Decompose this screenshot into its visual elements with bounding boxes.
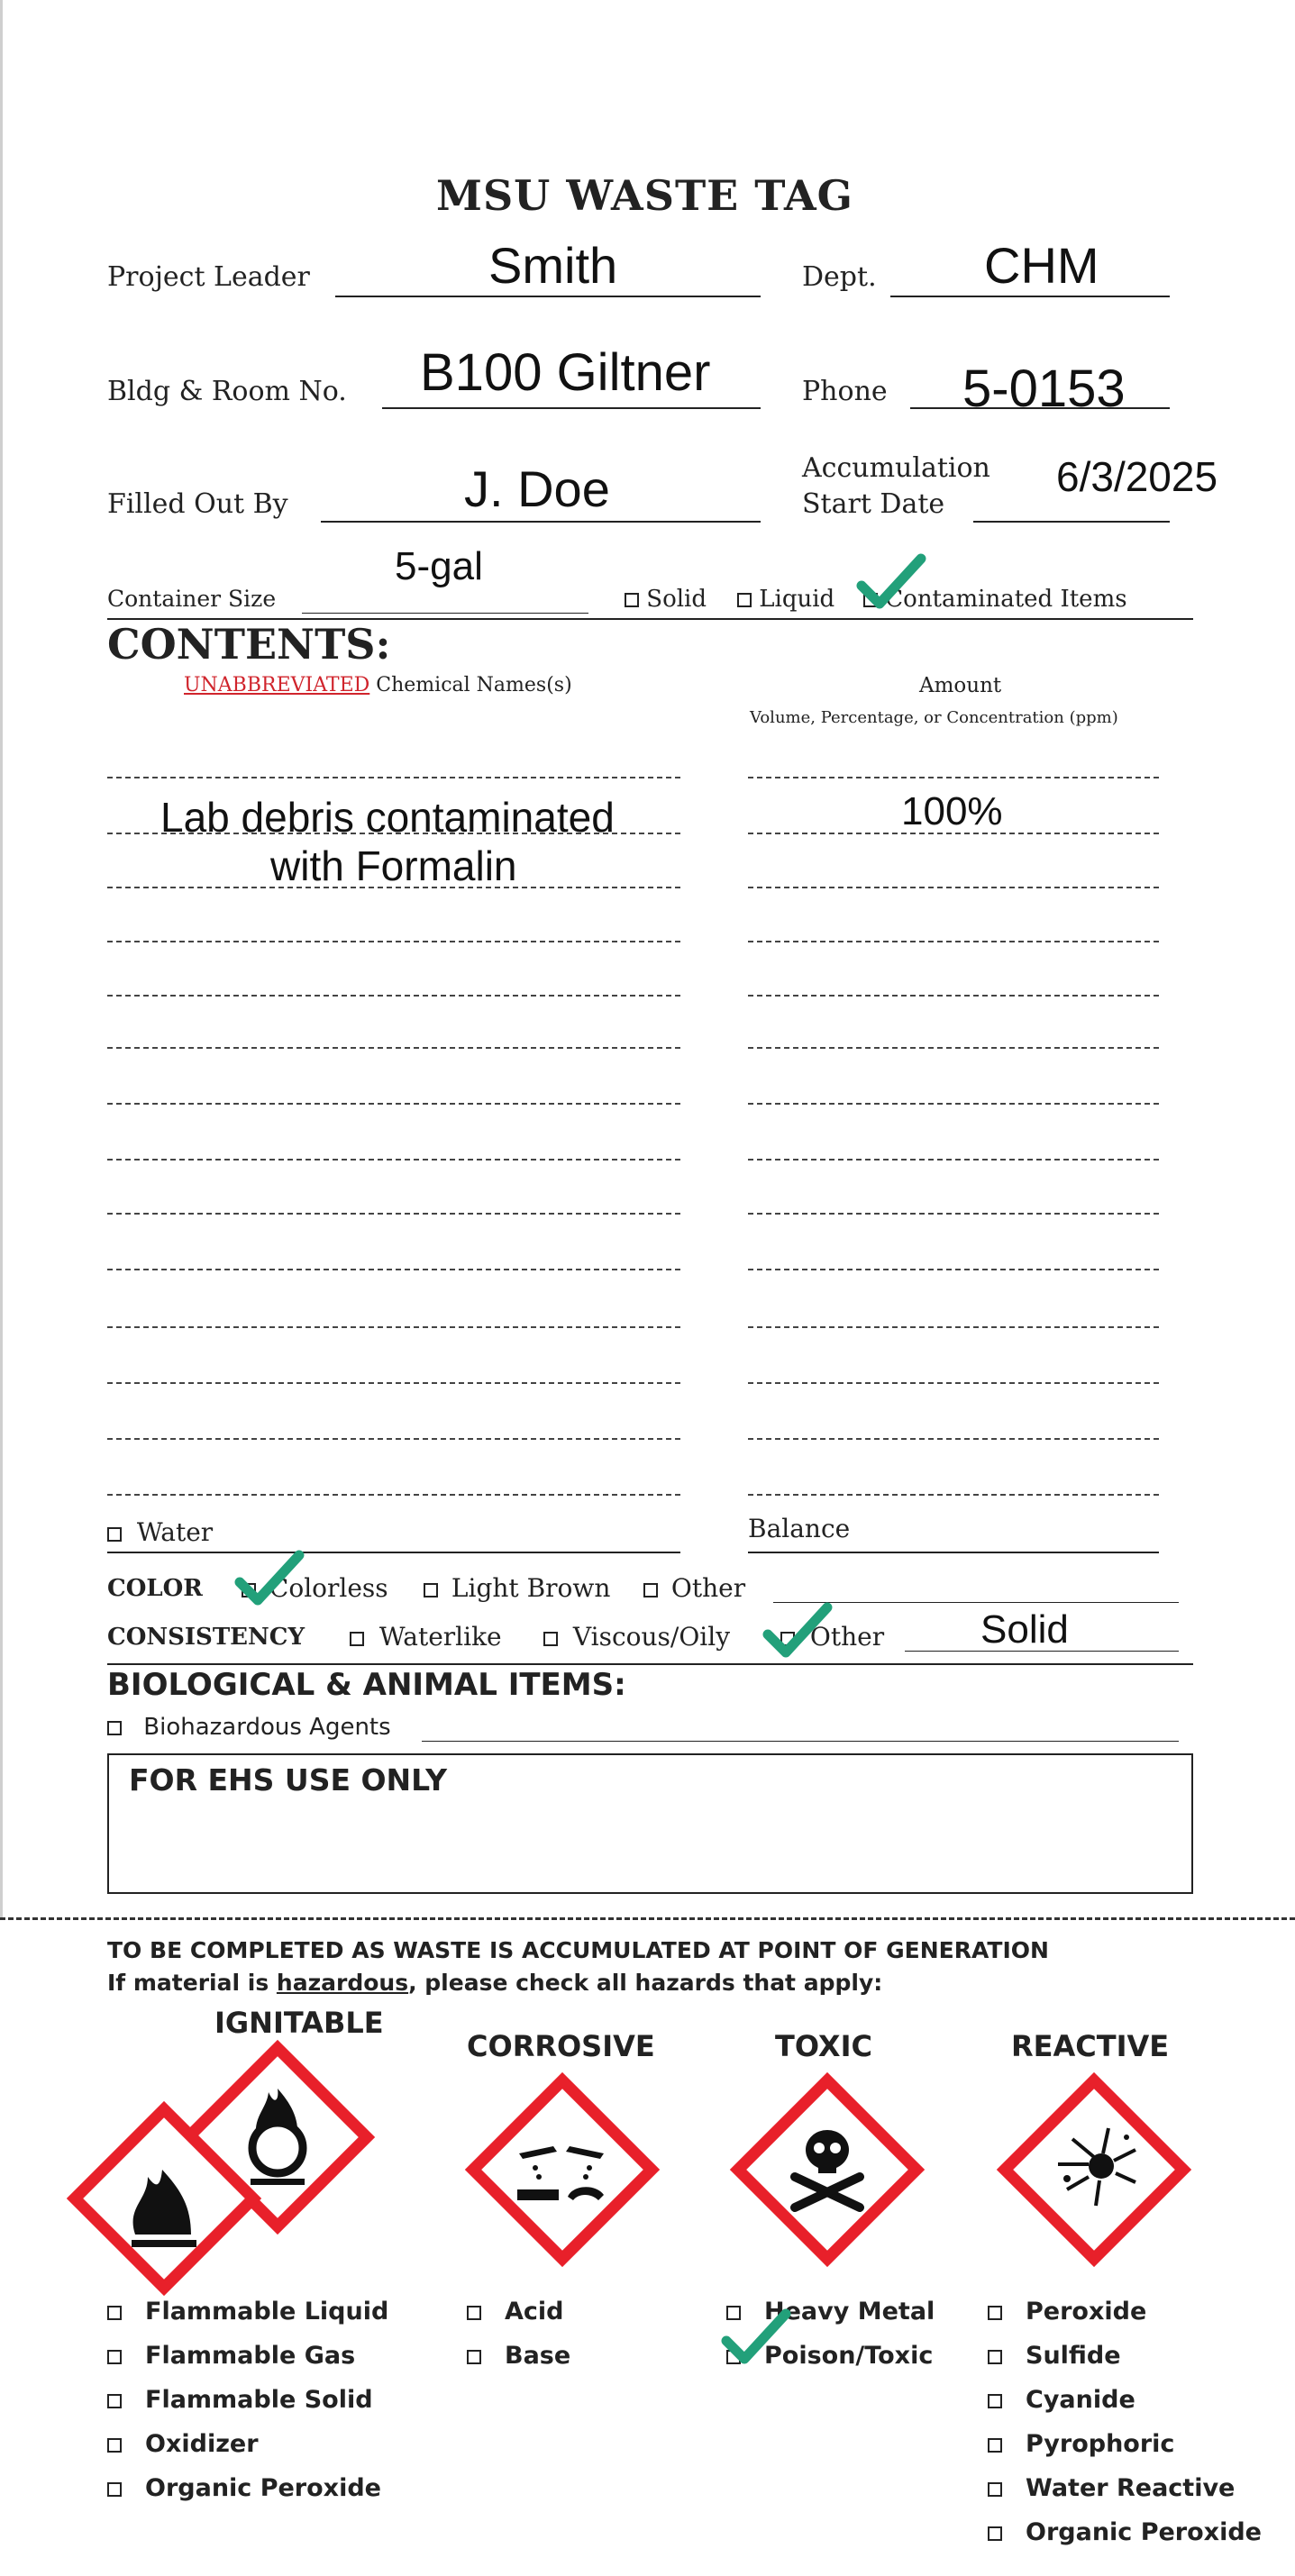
ignitable-option[interactable] bbox=[107, 2298, 388, 2326]
ignitable-option-label: Flammable Solid bbox=[145, 2386, 373, 2414]
chemical-entry-line-2[interactable]: with Formalin bbox=[270, 842, 517, 889]
chemical-name-line[interactable] bbox=[107, 1494, 680, 1496]
waterlike-checkbox[interactable] bbox=[350, 1632, 364, 1646]
flame-pictogram bbox=[65, 2099, 263, 2298]
page-edge-rule bbox=[0, 0, 3, 1919]
hazard-instruction-1: TO BE COMPLETED AS WASTE IS ACCUMULATED AT POINT OF GENERATION bbox=[107, 1937, 1049, 1963]
unabbreviated-emphasis: UNABBREVIATED bbox=[184, 674, 370, 696]
ignitable-option[interactable] bbox=[107, 2342, 355, 2370]
container-size-label: Container Size bbox=[107, 586, 277, 612]
solid-checkbox[interactable] bbox=[625, 593, 639, 607]
ignitable-option-label: Flammable Liquid bbox=[145, 2298, 389, 2326]
start-date-label: Start Date bbox=[802, 488, 945, 520]
chemical-names-label bbox=[184, 674, 572, 696]
amount-line[interactable] bbox=[748, 1047, 1159, 1049]
reactive-option[interactable] bbox=[988, 2430, 1174, 2458]
amount-line[interactable] bbox=[748, 1269, 1159, 1270]
chemical-name-line[interactable] bbox=[107, 1438, 680, 1440]
ignitable-option-label: Organic Peroxide bbox=[145, 2474, 381, 2502]
contents-heading: CONTENTS: bbox=[107, 620, 391, 669]
bldg-room-label: Bldg & Room No. bbox=[107, 376, 347, 407]
reactive-checkbox[interactable] bbox=[988, 2350, 1002, 2364]
amount-label: Amount bbox=[919, 674, 1002, 697]
color-label: COLOR bbox=[107, 1575, 203, 1602]
accumulation-start-date-value[interactable]: 6/3/2025 bbox=[1056, 453, 1218, 500]
toxic-title: TOXIC bbox=[775, 2029, 872, 2063]
bldg-room-value[interactable]: B100 Giltner bbox=[420, 343, 711, 402]
viscous-checkbox[interactable] bbox=[543, 1632, 558, 1646]
filled-out-by-underline bbox=[321, 521, 761, 523]
chemical-names-text: Chemical Names(s) bbox=[376, 674, 572, 696]
toxic-option-label: Heavy Metal bbox=[764, 2298, 935, 2326]
ignitable-title: IGNITABLE bbox=[214, 2006, 384, 2040]
ignitable-option-label: Oxidizer bbox=[145, 2430, 259, 2458]
reactive-option-label: Organic Peroxide bbox=[1026, 2518, 1262, 2546]
project-leader-value[interactable]: Smith bbox=[488, 237, 618, 294]
container-size-underline bbox=[302, 613, 588, 614]
balance-label: Balance bbox=[748, 1514, 851, 1543]
ignitable-checkbox[interactable] bbox=[107, 2482, 122, 2497]
water-option[interactable] bbox=[107, 1517, 213, 1547]
dept-underline bbox=[890, 296, 1170, 297]
water-checkbox[interactable] bbox=[107, 1527, 122, 1542]
filled-out-by-value[interactable]: J. Doe bbox=[464, 460, 610, 517]
water-underline bbox=[107, 1552, 680, 1553]
corrosion-pictogram bbox=[463, 2071, 661, 2269]
amount-line[interactable] bbox=[748, 777, 1159, 778]
hazard-instruction-2-post: , please check all hazards that apply: bbox=[408, 1970, 883, 1996]
hazard-instruction-2-pre: If material is bbox=[107, 1970, 277, 1996]
checkmark-icon bbox=[856, 551, 928, 614]
reactive-option[interactable] bbox=[988, 2298, 1146, 2326]
balance-underline bbox=[748, 1552, 1159, 1553]
chemical-name-line[interactable] bbox=[107, 1326, 680, 1328]
water-label: Water bbox=[136, 1517, 214, 1547]
amount-line[interactable] bbox=[748, 1494, 1159, 1496]
consistency-other-label: Other bbox=[809, 1622, 885, 1652]
biohazardous-agents-option[interactable] bbox=[107, 1714, 391, 1741]
amount-line[interactable] bbox=[748, 1159, 1159, 1161]
checkmark-icon bbox=[762, 1600, 834, 1663]
chemical-name-line[interactable] bbox=[107, 777, 680, 778]
amount-line[interactable] bbox=[748, 1382, 1159, 1384]
amount-line[interactable] bbox=[748, 995, 1159, 997]
reactive-option[interactable] bbox=[988, 2518, 1262, 2546]
biohazardous-checkbox[interactable] bbox=[107, 1721, 122, 1735]
amount-line[interactable] bbox=[748, 1326, 1159, 1328]
contaminated-items-label: Contaminated Items bbox=[885, 586, 1127, 613]
corrosive-option-label: Base bbox=[505, 2342, 571, 2370]
corrosive-option[interactable] bbox=[467, 2298, 563, 2326]
waterlike-label: Waterlike bbox=[378, 1622, 502, 1652]
dept-value[interactable]: CHM bbox=[984, 237, 1099, 294]
chemical-name-line[interactable] bbox=[107, 1047, 680, 1049]
checkmark-icon bbox=[234, 1548, 306, 1611]
consistency-label: CONSISTENCY bbox=[107, 1624, 306, 1651]
chemical-name-line[interactable] bbox=[107, 1382, 680, 1384]
reactive-option-label: Peroxide bbox=[1026, 2298, 1147, 2326]
phone-value[interactable]: 5-0153 bbox=[962, 360, 1126, 418]
color-option-other[interactable] bbox=[643, 1573, 745, 1603]
color-other-label: Other bbox=[670, 1573, 746, 1603]
chemical-name-line[interactable] bbox=[107, 995, 680, 997]
reactive-option-label: Cyanide bbox=[1026, 2386, 1135, 2414]
reactive-option[interactable] bbox=[988, 2474, 1235, 2502]
colorless-label: Colorless bbox=[269, 1573, 388, 1603]
project-leader-label: Project Leader bbox=[107, 261, 310, 293]
chemical-name-line[interactable] bbox=[107, 1269, 680, 1270]
color-other-checkbox[interactable] bbox=[643, 1583, 658, 1597]
ignitable-checkbox[interactable] bbox=[107, 2438, 122, 2453]
accumulation-label: Accumulation bbox=[802, 452, 990, 484]
hazard-instruction-2 bbox=[107, 1970, 882, 1996]
ignitable-option[interactable] bbox=[107, 2474, 381, 2502]
corrosive-checkbox[interactable] bbox=[467, 2350, 481, 2364]
ignitable-checkbox[interactable] bbox=[107, 2394, 122, 2408]
exploding-bomb-pictogram bbox=[995, 2071, 1193, 2269]
container-size-value[interactable]: 5-gal bbox=[395, 544, 483, 588]
corrosive-checkbox[interactable] bbox=[467, 2306, 481, 2320]
ehs-use-box[interactable] bbox=[107, 1753, 1193, 1894]
skull-crossbones-pictogram bbox=[728, 2071, 926, 2269]
bldg-room-underline bbox=[382, 407, 761, 409]
corrosive-option[interactable] bbox=[467, 2342, 570, 2370]
amount-line[interactable] bbox=[748, 1103, 1159, 1105]
ehs-use-label: FOR EHS USE ONLY bbox=[129, 1762, 447, 1798]
chemical-name-line[interactable] bbox=[107, 1103, 680, 1105]
chemical-name-line[interactable] bbox=[107, 1159, 680, 1161]
form-title: MSU WASTE TAG bbox=[436, 171, 853, 220]
ignitable-checkbox[interactable] bbox=[107, 2350, 122, 2364]
reactive-checkbox[interactable] bbox=[988, 2306, 1002, 2320]
liquid-label: Liquid bbox=[759, 586, 835, 613]
toxic-option-label: Poison/Toxic bbox=[764, 2342, 934, 2370]
consistency-option-waterlike[interactable] bbox=[350, 1622, 502, 1652]
reactive-option-label: Water Reactive bbox=[1026, 2474, 1236, 2502]
reactive-title: REACTIVE bbox=[1011, 2029, 1170, 2063]
reactive-checkbox[interactable] bbox=[988, 2394, 1002, 2408]
solid-label: Solid bbox=[646, 586, 707, 613]
consistency-option-viscous[interactable] bbox=[543, 1622, 730, 1652]
chemical-name-line[interactable] bbox=[107, 1213, 680, 1215]
form-option-liquid[interactable] bbox=[737, 586, 834, 613]
amount-sublabel: Volume, Percentage, or Concentration (ppm) bbox=[750, 708, 1118, 727]
reactive-option[interactable] bbox=[988, 2386, 1135, 2414]
amount-line[interactable] bbox=[748, 1213, 1159, 1215]
project-leader-underline bbox=[335, 296, 761, 297]
amount-line[interactable] bbox=[748, 1438, 1159, 1440]
reactive-option-label: Sulfide bbox=[1026, 2342, 1121, 2370]
corrosive-title: CORROSIVE bbox=[467, 2029, 655, 2063]
filled-out-by-label: Filled Out By bbox=[107, 488, 288, 520]
reactive-checkbox[interactable] bbox=[988, 2438, 1002, 2453]
phone-label: Phone bbox=[802, 376, 888, 407]
reactive-checkbox[interactable] bbox=[988, 2482, 1002, 2497]
chemical-name-line[interactable] bbox=[107, 941, 680, 942]
reactive-option[interactable] bbox=[988, 2342, 1121, 2370]
biohazardous-underline bbox=[422, 1741, 1179, 1742]
biological-heading: BIOLOGICAL & ANIMAL ITEMS: bbox=[107, 1667, 626, 1703]
amount-line[interactable] bbox=[748, 941, 1159, 942]
liquid-checkbox[interactable] bbox=[737, 593, 752, 607]
color-option-light-brown[interactable] bbox=[424, 1573, 610, 1603]
form-option-solid[interactable] bbox=[625, 586, 707, 613]
light-brown-label: Light Brown bbox=[451, 1573, 611, 1603]
dept-label: Dept. bbox=[802, 261, 877, 293]
consistency-other-value[interactable]: Solid bbox=[980, 1607, 1069, 1652]
tear-line bbox=[0, 1917, 1295, 1920]
light-brown-checkbox[interactable] bbox=[424, 1583, 438, 1597]
start-date-underline bbox=[973, 521, 1170, 523]
reactive-checkbox[interactable] bbox=[988, 2526, 1002, 2541]
checkmark-icon bbox=[721, 2307, 793, 2370]
ignitable-option-label: Flammable Gas bbox=[145, 2342, 356, 2370]
ignitable-option[interactable] bbox=[107, 2386, 373, 2414]
consistency-section-rule bbox=[107, 1663, 1193, 1665]
ignitable-option[interactable] bbox=[107, 2430, 259, 2458]
reactive-option-label: Pyrophoric bbox=[1026, 2430, 1175, 2458]
amount-line[interactable] bbox=[748, 887, 1159, 888]
corrosive-option-label: Acid bbox=[505, 2298, 564, 2326]
amount-entry[interactable]: 100% bbox=[901, 789, 1003, 833]
viscous-label: Viscous/Oily bbox=[572, 1622, 731, 1652]
biohazardous-label: Biohazardous Agents bbox=[143, 1714, 391, 1741]
hazard-instruction-2-emph: hazardous bbox=[276, 1970, 409, 1996]
ignitable-checkbox[interactable] bbox=[107, 2306, 122, 2320]
chemical-entry-line-1[interactable]: Lab debris contaminated bbox=[160, 794, 615, 841]
